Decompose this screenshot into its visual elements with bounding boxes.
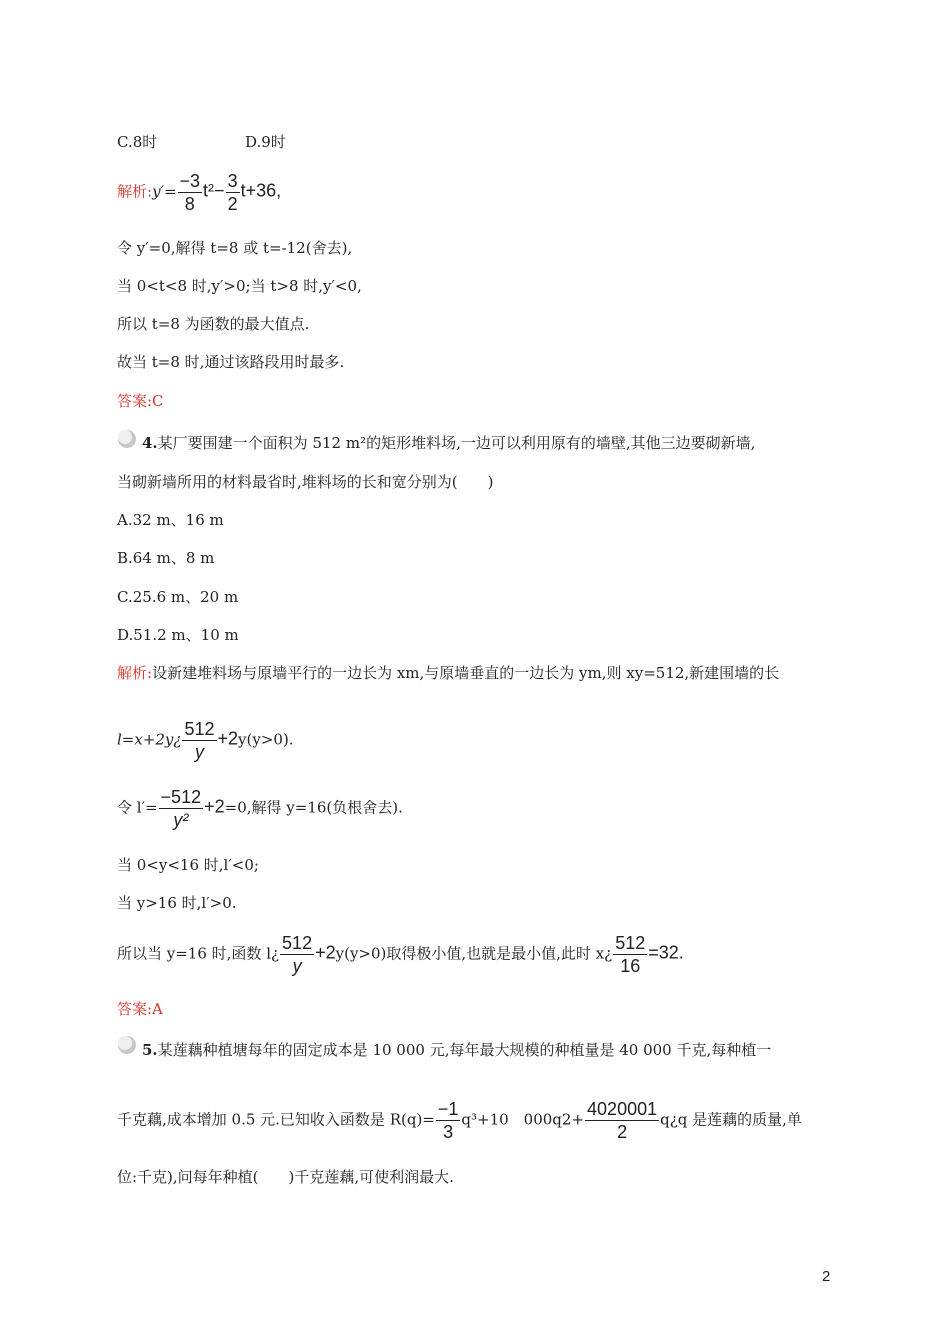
solution-line-3: 令 l′= $\frac{-512}{\text{y²}}$ +2=0,解得 y=16(负根舍去). (117, 787, 403, 830)
question-5-line-1: 5.某莲藕种植塘每年的固定成本是 10 000 元,每年最大规模的种植量是 40 000 千克,每种植一 (142, 1041, 772, 1059)
solution-line-5: 故当 t=8 时,通过该路段用时最多. (117, 353, 345, 371)
fraction: $\frac{3}{2}$ (227, 171, 238, 214)
question-number: 5. (142, 1041, 158, 1059)
option-d: D.51.2 m、10 m (117, 626, 239, 644)
solution-line-3: 当 0<t<8 时,y′>0;当 t>8 时,y′<0, (117, 277, 362, 295)
solution-label: 解析: (117, 182, 153, 201)
question-5-line-2: 千克藕,成本增加 0.5 元.已知收入函数是 R(q)= $\frac{-1}{3}$ q³+10 000q2+ $\frac{4020001}{2}$ q¿q 是莲藕的质量,单 (117, 1099, 802, 1142)
question-5-line-3: 位:千克),问每年种植( )千克莲藕,可使利润最大. (117, 1168, 454, 1186)
fraction: $\frac{-1}{3}$ (437, 1099, 459, 1142)
option-a: A.32 m、16 m (117, 511, 224, 529)
fraction: $\frac{4020001}{2}$ (587, 1099, 658, 1142)
fraction: $\frac{512}{16}$ (615, 933, 646, 976)
solution-line-2: l=x+2y¿ $\frac{512}{y}$ +2y(y>0). (117, 719, 294, 762)
question-4-line-1: 4.某厂要围建一个面积为 512 m²的矩形堆料场,一边可以利用原有的墙壁,其他三边要砌新墙, (142, 434, 756, 452)
answer-label: 答案:A (117, 1000, 163, 1018)
answer-label: 答案:C (117, 392, 164, 410)
option-c: C.25.6 m、20 m (117, 588, 239, 606)
page-number: 2 (822, 1268, 831, 1285)
option-d: D.9时 (245, 133, 286, 151)
solution-line-2: 令 y′=0,解得 t=8 或 t=-12(舍去), (117, 239, 353, 257)
solution-label: 解析: (117, 664, 153, 682)
solution-line-4: 当 0<y<16 时,l′<0; (117, 856, 259, 874)
solution-line-1: 解析:y′= $\frac{-3}{8}$ t²− $\frac{3}{2}$ t+36, (117, 171, 282, 214)
fraction: $\frac{-512}{\text{y²}}$ (160, 787, 202, 830)
option-c: C.8时 (117, 133, 158, 151)
fraction: $\frac{512}{y}$ (184, 719, 215, 762)
solution-line-6: 所以当 y=16 时,函数 l¿ $\frac{512}{y}$ +2y(y>0)取得极小值,也就是最小值,此时 x¿ $\frac{512}{16}$ =32. (117, 933, 684, 976)
solution-line-5: 当 y>16 时,l′>0. (117, 894, 237, 912)
fraction: $\frac{-3}{8}$ (179, 171, 201, 214)
solution-line-4: 所以 t=8 为函数的最大值点. (117, 315, 310, 333)
question-number: 4. (142, 434, 158, 452)
question-4-line-2: 当砌新墙所用的材料最省时,堆料场的长和宽分别为( ) (117, 473, 494, 491)
fraction: $\frac{512}{y}$ (282, 933, 313, 976)
solution-line-1: 解析:设新建堆料场与原墙平行的一边长为 xm,与原墙垂直的一边长为 ym,则 xy=512,新建围墙的长 (117, 664, 780, 682)
question-bullet-icon (116, 428, 138, 450)
option-b: B.64 m、8 m (117, 549, 215, 567)
question-bullet-icon (116, 1034, 138, 1056)
